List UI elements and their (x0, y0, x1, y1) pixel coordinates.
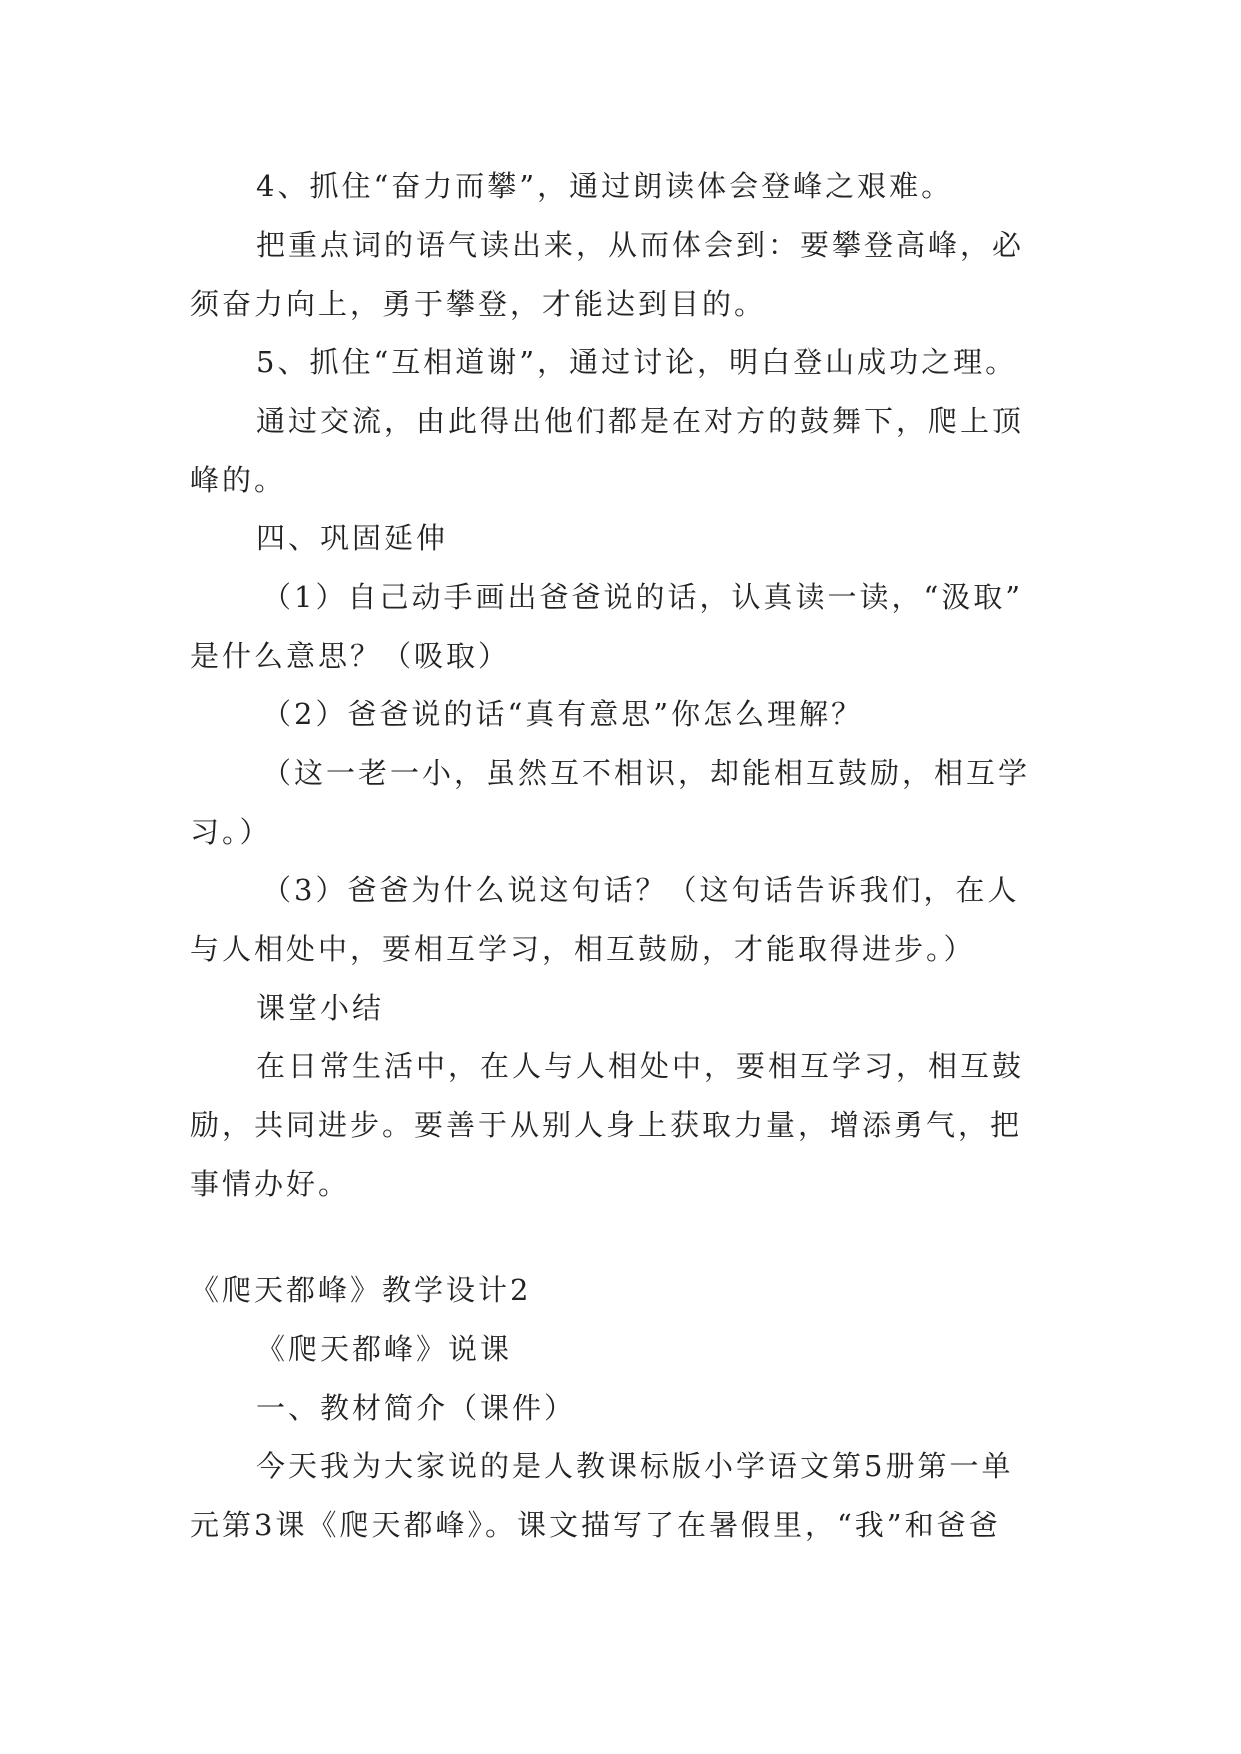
paragraph-line: 在日常生活中，在人与人相处中，要相互学习，相互鼓 (256, 1049, 1025, 1083)
paragraph-line: （3）爸爸为什么说这句话？（这句话告诉我们，在人 (262, 873, 1020, 907)
paragraph-line: （2）爸爸说的话“真有意思”你怎么理解？ (262, 697, 864, 731)
section-heading: 一、教材简介（课件） (256, 1391, 577, 1425)
paragraph-line: 峰的。 (190, 463, 287, 497)
paragraph-line: 励，共同进步。要善于从别人身上获取力量，增添勇气，把 (190, 1108, 1023, 1142)
paragraph-line: 把重点词的语气读出来，从而体会到：要攀登高峰，必 (256, 228, 1025, 262)
document-title: 《爬天都峰》教学设计2 (190, 1273, 532, 1307)
paragraph-line: 5、抓住“互相道谢”，通过讨论，明白登山成功之理。 (256, 345, 1018, 379)
paragraph-line: （1）自己动手画出爸爸说的话，认真读一读，“汲取” (262, 580, 1024, 614)
paragraph-line: 与人相处中，要相互学习，相互鼓励，才能取得进步。） (190, 932, 976, 966)
section-heading: 四、巩固延伸 (256, 521, 449, 555)
paragraph-line: 通过交流，由此得出他们都是在对方的鼓舞下，爬上顶 (256, 404, 1025, 438)
section-heading: 课堂小结 (256, 991, 385, 1025)
paragraph-line: 事情办好。 (190, 1167, 351, 1201)
paragraph-line: 今天我为大家说的是人教课标版小学语文第5册第一单 (256, 1449, 1014, 1483)
subtitle: 《爬天都峰》说课 (256, 1332, 513, 1366)
paragraph-line: 元第3课《爬天都峰》。课文描写了在暑假里，“我”和爸爸 (190, 1508, 1001, 1542)
paragraph-line: 须奋力向上，勇于攀登，才能达到目的。 (190, 287, 767, 321)
paragraph-line: 4、抓住“奋力而攀”，通过朗读体会登峰之艰难。 (256, 169, 954, 203)
paragraph-line: 是什么意思？（吸取） (190, 639, 511, 673)
paragraph-line: 习。） (190, 815, 272, 849)
paragraph-line: （这一老一小，虽然互不相识，却能相互鼓励，相互学 (262, 756, 1031, 790)
